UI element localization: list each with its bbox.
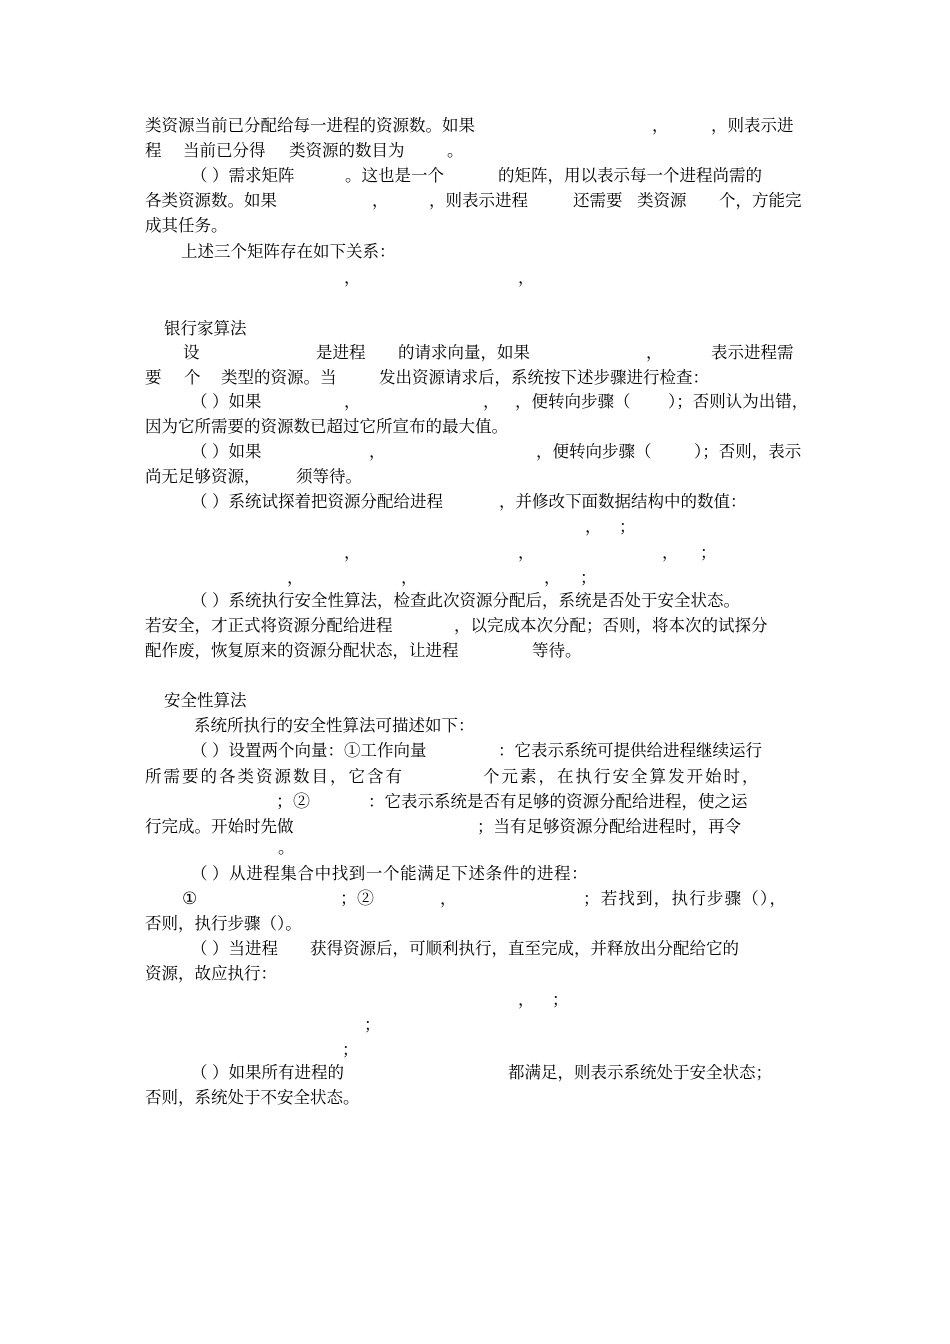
text-run: ；② bbox=[276, 792, 310, 812]
text-run: ）系统执行安全性算法，检查此次资源分配后，系统是否处于安全状态。 bbox=[212, 591, 740, 610]
text-run: 上述三个矩阵存在如下关系： bbox=[181, 242, 396, 261]
text-run: ； bbox=[700, 543, 717, 562]
text-run: 个元素，在执行安全算发开始时， bbox=[483, 767, 761, 786]
text-run: 类资源 bbox=[637, 191, 687, 210]
text-run: 。这也是一个 bbox=[345, 166, 444, 185]
text-run: ， bbox=[344, 543, 361, 562]
text-run: （ bbox=[191, 392, 208, 411]
text-run: （ bbox=[191, 741, 208, 760]
text-run: （ bbox=[191, 442, 208, 461]
text-run: ；② bbox=[340, 889, 374, 909]
text-run: ， bbox=[287, 568, 304, 587]
text-run: 表示进程需 bbox=[711, 343, 794, 362]
text-run: ；当有足够资源分配给进程时，再令 bbox=[477, 817, 741, 836]
text-run: 类型的资源。当 bbox=[221, 368, 337, 387]
text-run: 类资源的数目为 bbox=[289, 141, 405, 160]
text-run: （ bbox=[191, 591, 208, 610]
text-run: ， bbox=[372, 191, 389, 210]
text-run: （ bbox=[191, 864, 208, 883]
text-run: ， bbox=[585, 517, 602, 536]
text-run: ）设置两个向量：①工作向量 bbox=[212, 741, 427, 760]
text-run: ， bbox=[662, 543, 679, 562]
text-run: ，以完成本次分配；否则，将本次的试探分 bbox=[454, 616, 768, 635]
text-run: ， bbox=[401, 568, 418, 587]
text-run: ）系统试探着把资源分配给进程 bbox=[212, 492, 443, 511]
text-run: ① bbox=[182, 889, 198, 909]
text-run: （ bbox=[191, 492, 208, 511]
text-run: 都满足，则表示系统处于安全状态； bbox=[508, 1063, 772, 1082]
text-run: 否则，执行步骤（）。 bbox=[145, 914, 302, 933]
text-run: 是进程 bbox=[316, 343, 366, 362]
text-run: ， bbox=[646, 343, 663, 362]
text-run: ）；否则，表示 bbox=[694, 442, 802, 461]
text-run: ）如果 bbox=[212, 392, 262, 411]
text-run: ； bbox=[580, 568, 597, 587]
text-run: 个，方能完 bbox=[719, 191, 802, 210]
text-run: 获得资源后，可顺利执行，直至完成，并释放出分配给它的 bbox=[310, 939, 739, 958]
text-run: ，便转向步骤（ bbox=[536, 442, 652, 461]
text-run: ，则表示进程 bbox=[429, 191, 528, 210]
text-run: ）如果所有进程的 bbox=[212, 1063, 344, 1082]
text-run: ， bbox=[344, 392, 361, 411]
text-run: 。 bbox=[447, 141, 464, 160]
text-run: 所需要的各类资源数目，它含有 bbox=[145, 767, 404, 786]
text-run: （ bbox=[191, 166, 208, 185]
text-run: ：它表示系统是否有足够的资源分配给进程，使之运 bbox=[368, 792, 748, 811]
text-run: 各类资源数。如果 bbox=[145, 191, 277, 210]
text-run: 发出资源请求后，系统按下述步骤进行检查： bbox=[379, 368, 709, 387]
text-run: 的请求向量，如果 bbox=[398, 343, 530, 362]
text-run: ， bbox=[369, 442, 386, 461]
text-run: 若安全，才正式将资源分配给进程 bbox=[145, 616, 393, 635]
text-run: 还需要 bbox=[573, 191, 623, 210]
text-run: 当前已分得 bbox=[183, 141, 266, 160]
text-run: ， bbox=[518, 543, 535, 562]
text-run: ， bbox=[544, 568, 561, 587]
text-run: 行完成。开始时先做 bbox=[145, 817, 294, 836]
text-run: ； bbox=[552, 990, 569, 1009]
text-run: 设 bbox=[183, 343, 200, 362]
text-run: 个 bbox=[184, 368, 201, 387]
text-run: ）从进程集合中找到一个能满足下述条件的进程： bbox=[212, 864, 589, 883]
text-run: ，便转向步骤（ bbox=[515, 392, 631, 411]
text-run: ， bbox=[652, 116, 669, 135]
text-run: ，则表示进 bbox=[711, 116, 794, 135]
section-heading: 安全性算法 bbox=[164, 691, 247, 710]
text-run: 因为它所需要的资源数已超过它所宣布的最大值。 bbox=[145, 417, 508, 436]
text-run: ）如果 bbox=[212, 442, 262, 461]
text-run: ， bbox=[483, 392, 500, 411]
text-run: ； bbox=[342, 1040, 359, 1059]
text-run: ，并修改下面数据结构中的数值： bbox=[499, 492, 747, 511]
text-run: ）当进程 bbox=[212, 939, 278, 958]
text-run: ， bbox=[440, 889, 457, 908]
text-run: 配作废，恢复原来的资源分配状态，让进程 bbox=[145, 641, 459, 660]
text-run: ， bbox=[518, 268, 535, 287]
text-run: ）需求矩阵 bbox=[212, 166, 295, 185]
text-run: 否则，系统处于不安全状态。 bbox=[145, 1088, 360, 1107]
text-run: ， bbox=[518, 990, 535, 1009]
text-run: ； bbox=[619, 517, 636, 536]
text-run: 要 bbox=[145, 368, 162, 387]
text-run: （ bbox=[191, 939, 208, 958]
text-run: ；若找到，执行步骤（）， bbox=[583, 889, 788, 908]
text-run: ， bbox=[344, 268, 361, 287]
text-run: 程 bbox=[145, 141, 162, 160]
section-heading: 银行家算法 bbox=[164, 319, 247, 338]
text-run: 尚无足够资源， bbox=[145, 467, 261, 486]
text-run: 须等待。 bbox=[296, 467, 362, 486]
text-run: 成其任务。 bbox=[145, 216, 228, 235]
text-run: ：它表示系统可提供给进程继续运行 bbox=[498, 741, 762, 760]
text-run: 资源，故应执行： bbox=[145, 964, 277, 983]
text-run: 类资源当前已分配给每一进程的资源数。如果 bbox=[145, 116, 475, 135]
text-run: 系统所执行的安全性算法可描述如下： bbox=[194, 716, 475, 735]
text-run: 。 bbox=[278, 838, 295, 857]
text-run: ； bbox=[364, 1015, 381, 1034]
text-run: 的矩阵，用以表示每一个进程尚需的 bbox=[498, 166, 762, 185]
text-run: （ bbox=[191, 1063, 208, 1082]
text-run: ）；否则认为出错， bbox=[668, 392, 809, 411]
text-run: 等待。 bbox=[532, 641, 582, 660]
